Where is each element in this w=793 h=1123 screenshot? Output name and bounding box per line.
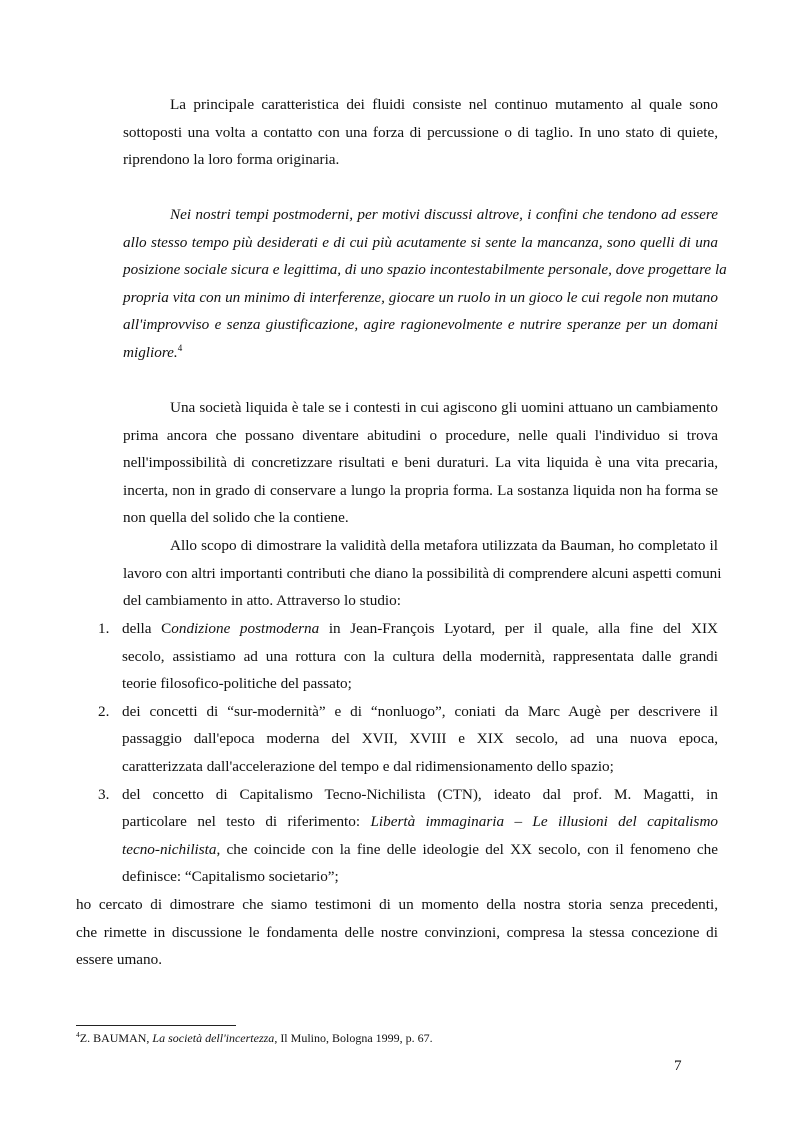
list-text: , che coincide con la fine delle ideologie del XX secolo, con il fenomeno che (216, 840, 718, 858)
list-item (76, 781, 718, 891)
list-line: teorie filosofico-politiche del passato; (122, 675, 352, 693)
quote-line: all'improvviso e senza giustificazione, agire ragionevolmente e nutrire speranze per un domani (123, 316, 718, 334)
text-line: Una società liquida è tale se i contesti in cui agiscono gli uomini attuano un cambiamento (170, 399, 718, 416)
list-line: dei concetti di “sur-modernità” e di “nonluogo”, coniati da Marc Augè per descrivere il (122, 702, 718, 720)
list-text-italic: Libertà immaginaria – Le illusioni del capitalismo (370, 813, 718, 831)
text-line: sottoposti una volta a contatto con una forza di percussione o di taglio. In uno stato di quiete, (123, 123, 718, 141)
text-line: lavoro con altri importanti contributi che diano la possibilità di comprendere alcuni aspetti comuni (123, 564, 722, 582)
footnote-reference[interactable]: 4 (177, 342, 183, 353)
block-quote (76, 201, 727, 367)
text-line: ho cercato di dimostrare che siamo testimoni di un momento della nostra storia senza precedenti, (76, 896, 718, 913)
quote-line: posizione sociale sicura e legittima, di uno spazio incontestabilmente personale, dove progettare la (123, 261, 727, 279)
text-line: essere umano. (76, 951, 163, 969)
footnote-number: 4 (76, 1030, 80, 1039)
list-text-italic: tecno-nichilista (122, 840, 217, 858)
list-text-italic: ondizione postmoderna (171, 620, 320, 637)
paragraph-fluids (76, 91, 718, 174)
quote-line-last (76, 339, 718, 367)
paragraph-liquid-society (76, 394, 718, 532)
text-line: che rimette in discussione le fondamenta delle nostre convinzioni, compresa la stessa concezione di (76, 923, 718, 941)
paragraph-conclusion (76, 891, 718, 974)
quote-line: Nei nostri tempi postmoderni, per motivi discussi altrove, i confini che tendono ad essere (170, 206, 718, 223)
quote-last-text: migliore. (123, 343, 178, 361)
list-number: 1. (98, 620, 110, 637)
list-line (122, 808, 718, 836)
list-line: secolo, assistiamo ad una rottura con la cultura della modernità, rappresentata dalle grandi (122, 647, 718, 665)
list-text: della C (122, 620, 172, 637)
quote-line: allo stesso tempo più desiderati e di cui più acutamente si sente la mancanza, sono quelli di una (123, 233, 718, 251)
paragraph-purpose (76, 532, 722, 615)
footnote-author: Z. BAUMAN, (79, 1031, 153, 1045)
quote-line: propria vita con un minimo di interferenze, giocare un ruolo in un gioco le cui regole non mutano (123, 288, 718, 306)
list-line: caratterizzata dall'accelerazione del tempo e dal ridimensionamento dello spazio; (122, 757, 614, 775)
list-text: in Jean-François Lyotard, per il quale, alla fine del XIX (319, 620, 718, 637)
footnote-separator (76, 1025, 236, 1026)
list-line: del concetto di Capitalismo Tecno-Nichilista (CTN), ideato dal prof. M. Magatti, in (122, 785, 718, 803)
text-line: del cambiamento in atto. Attraverso lo studio: (123, 592, 401, 610)
footnote-details: , Il Mulino, Bologna 1999, p. 67. (274, 1031, 433, 1045)
list-number: 3. (98, 785, 110, 803)
list-number: 2. (98, 702, 110, 720)
list-text: particolare nel testo di riferimento: (122, 813, 371, 831)
text-line: Allo scopo di dimostrare la validità della metafora utilizzata da Bauman, ho completato il (170, 537, 718, 554)
text-line: nell'impossibilità di concretizzare risultati e beni duraturi. La vita liquida è una vita precaria, (123, 454, 718, 472)
list-line (122, 615, 718, 643)
list-line: passaggio dall'epoca moderna del XVII, XVIII e XIX secolo, ad una nuova epoca, (122, 730, 718, 748)
text-line: La principale caratteristica dei fluidi consiste nel continuo mutamento al quale sono (170, 96, 718, 113)
text-line: non quella del solido che la contiene. (123, 509, 349, 527)
page-number: 7 (674, 1057, 682, 1074)
list-item (76, 615, 718, 698)
list-item (76, 698, 718, 781)
text-line: prima ancora che possano diventare abitudini o procedure, nelle quali l'individuo si trova (123, 426, 718, 444)
text-line: riprendono la loro forma originaria. (123, 151, 340, 169)
footnote-title: La società dell'incertezza (152, 1031, 275, 1045)
footnote (76, 1031, 433, 1045)
text-line: incerta, non in grado di conservare a lungo la propria forma. La sostanza liquida non ha forma se (123, 481, 718, 499)
list-line (122, 836, 718, 864)
list-line: definisce: “Capitalismo societario”; (122, 868, 339, 886)
numbered-list (76, 615, 718, 891)
